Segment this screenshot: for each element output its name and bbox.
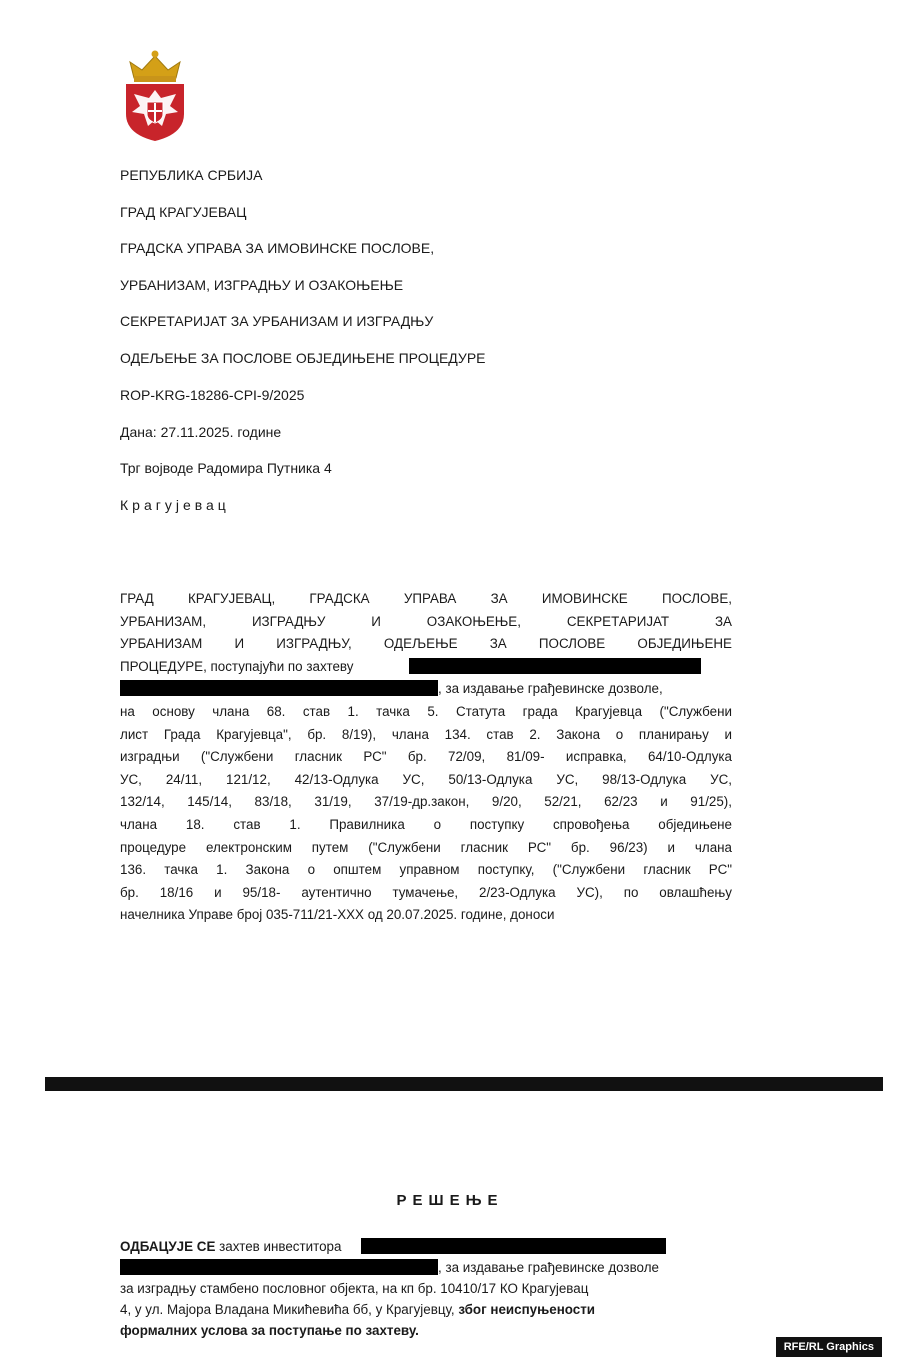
office-address: Трг војводе Радомира Путника 4 [120, 460, 332, 476]
redacted-name [120, 680, 438, 696]
city-line: ГРАД КРАГУЈЕВАЦ [120, 204, 247, 220]
administration-line-1: ГРАДСКА УПРАВА ЗА ИМОВИНСКЕ ПОСЛОВЕ, [120, 240, 435, 256]
decision-line [120, 1236, 732, 1257]
preamble-line [120, 678, 732, 701]
decision-line-text: , за издавање грађевинске дозволе [438, 1260, 659, 1275]
redacted-investor [361, 1238, 666, 1254]
serbian-coat-of-arms-icon [120, 48, 190, 143]
preamble-line: изградњи ("Службени гласник РС" бр. 72/09, 81/09- исправка, 64/10-Одлука [120, 749, 732, 765]
case-number: ROP-KRG-18286-CPI-9/2025 [120, 387, 305, 403]
preamble-paragraph [120, 588, 732, 927]
preamble-line: ГРАД КРАГУЈЕВАЦ, ГРАДСКА УПРАВА ЗА ИМОВИНСКЕ ПОСЛОВЕ, [120, 591, 732, 606]
preamble-line: УС, 24/11, 121/12, 42/13-Одлука УС, 50/13-Одлука УС, 98/13-Одлука УС, [120, 771, 732, 787]
redacted-investor [120, 1259, 438, 1275]
preamble-line-text: ПРОЦЕДУРЕ, поступајући по захтеву [120, 658, 354, 674]
decision-line [120, 1299, 732, 1320]
preamble-line: на основу члана 68. став 1. тачка 5. Статута града Крагујевца ("Службени [120, 703, 732, 719]
preamble-line: начелника Управе број 035-711/21-XXX од 20.07.2025. године, доноси [120, 907, 555, 923]
preamble-line-text: , за издавање грађевинске дозволе, [438, 681, 663, 697]
preamble-line: члана 18. став 1. Правилника о поступку спровођења обједињене [120, 816, 732, 832]
department-line: ОДЕЉЕЊЕ ЗА ПОСЛОВЕ ОБЈЕДИЊЕНЕ ПРОЦЕДУРЕ [120, 350, 486, 366]
republic-line: РЕПУБЛИКА СРБИЈА [120, 167, 263, 183]
decision-line [120, 1320, 732, 1341]
secretariat-line: СЕКРЕТАРИЈАТ ЗА УРБАНИЗАМ И ИЗГРАДЊУ [120, 313, 434, 329]
preamble-line: УРБАНИЗАМ И ИЗГРАДЊУ, ОДЕЉЕЊЕ ЗА ПОСЛОВЕ ОБЈЕДИЊЕНЕ [120, 636, 732, 652]
decision-paragraph [120, 1236, 732, 1341]
rejects-label: ОДБАЦУЈЕ СЕ [120, 1239, 216, 1254]
preamble-line: 136. тачка 1. Закона о општем управном поступку, ("Службени гласник РС" [120, 862, 732, 878]
document-date: Дана: 27.11.2025. године [120, 424, 282, 440]
decision-title: РЕШЕЊЕ [396, 1192, 504, 1209]
credit-badge: RFE/RL Graphics [776, 1337, 882, 1357]
place-name: Крагујевац [120, 497, 230, 513]
preamble-line: бр. 18/16 и 95/18- аутентично тумачење, 2/23-Одлука УС), по овлашћењу [120, 884, 732, 900]
preamble-line: лист Града Крагујевца", бр. 8/19), члана 134. став 2. Закона о планирању и [120, 726, 732, 742]
preamble-line: УРБАНИЗАМ, ИЗГРАДЊУ И ОЗАКОЊЕЊЕ, СЕКРЕТАРИЈАТ ЗА [120, 613, 732, 629]
decision-line [120, 1257, 732, 1278]
decision-reason-bold: због неиспуњености [458, 1302, 596, 1317]
administration-line-2: УРБАНИЗАМ, ИЗГРАДЊУ И ОЗАКОЊЕЊЕ [120, 277, 404, 293]
section-divider [45, 1077, 883, 1091]
decision-line-text: 4, у ул. Мајора Владана Микићевића бб, у Крагујевцу, [120, 1302, 459, 1317]
decision-reason-bold: формалних услова за поступање по захтеву. [120, 1323, 419, 1338]
redacted-name [409, 658, 701, 674]
preamble-line: 132/14, 145/14, 83/18, 31/19, 37/19-др.закон, 9/20, 52/21, 62/23 и 91/25), [120, 794, 732, 810]
decision-line-text: захтев инвеститора [215, 1239, 342, 1254]
decision-line: за изградњу стамбено пословног објекта, на кп бр. 10410/17 КО Крагујевац [120, 1281, 589, 1296]
preamble-line: процедуре електронским путем ("Службени гласник РС" бр. 96/23) и члана [120, 839, 732, 855]
preamble-line [120, 656, 732, 679]
